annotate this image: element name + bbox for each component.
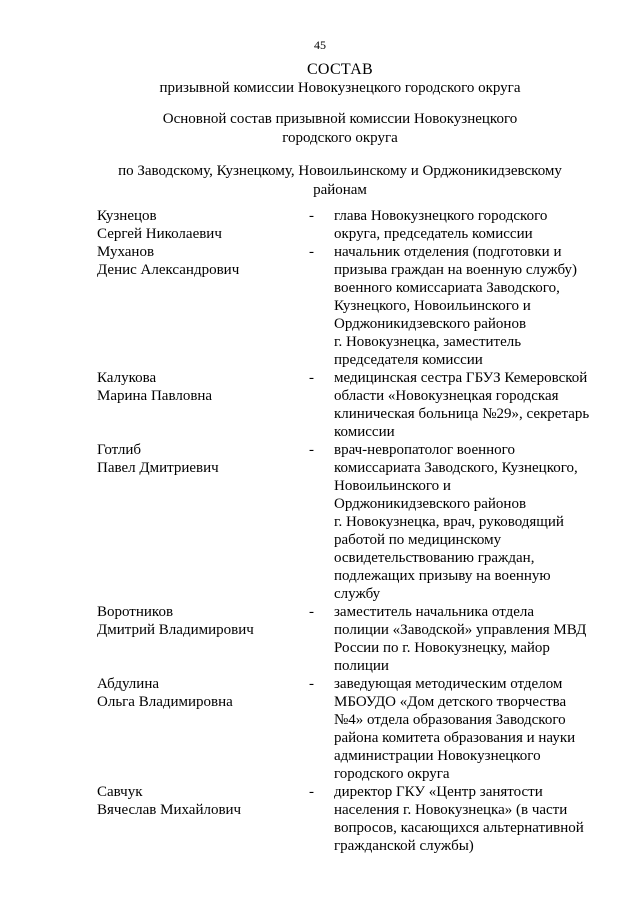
member-role-line: освидетельствованию граждан, [334,550,535,566]
districts-line: по Заводскому, Кузнецкому, Новоильинскому и Орджоникидзевскому [118,163,562,179]
member-role-line: подлежащих призыву на военную [334,568,551,584]
member-role-line: работой по медицинскому [334,532,502,548]
member-name-line: Савчук [97,784,143,800]
member-row [97,207,597,243]
member-role-line: Орджоникидзевского районов [334,316,527,332]
member-name [97,207,309,243]
member-name [97,675,309,783]
member-name [97,243,309,369]
member-name-line: Кузнецов [97,208,157,224]
member-row [97,243,597,369]
member-role [334,207,594,243]
member-dash: - [309,370,314,386]
member-role [334,243,594,369]
member-role-line: России по г. Новокузнецку, майор [334,640,550,656]
member-role-line: городского округа [334,766,450,782]
member-role-line: округа, председатель комиссии [334,226,533,242]
member-name-line: Вячеслав Михайлович [97,802,242,818]
member-name-line: Готлиб [97,442,141,458]
member-role-line: г. Новокузнецка, врач, руководящий [334,514,564,530]
member-role-line: МБОУДО «Дом детского творчества [334,694,567,710]
document-title: СОСТАВ [306,61,374,78]
member-role-line: области «Новокузнецкая городская [334,388,559,404]
districts-line: районам [313,182,367,198]
member-role-line: полиции «Заводской» управления МВД [334,622,587,638]
member-dash: - [309,676,314,692]
member-role-line: призыва граждан на военную службу) [334,262,578,278]
member-name [97,783,309,855]
member-role-line: вопросов, касающихся альтернативной [334,820,584,836]
member-dash: - [309,442,314,458]
member-name [97,441,309,603]
member-row [97,369,597,441]
member-dash: - [309,604,314,620]
member-role-line: Орджоникидзевского районов [334,496,527,512]
member-role-line: врач-невропатолог военного [334,442,515,458]
member-role-line: клиническая больница №29», секретарь [334,406,590,422]
member-role-line: службу [334,586,381,602]
member-role-line: администрации Новокузнецкого [334,748,541,764]
member-role-line: гражданской службы) [334,838,474,854]
member-name-line: Ольга Владимировна [97,694,233,710]
member-role-line: населения г. Новокузнецка» (в части [334,802,568,818]
member-role-line: района комитета образования и науки [334,730,576,746]
main-composition-line: Основной состав призывной комиссии Новокузнецкого [162,111,518,127]
member-role-line: начальник отделения (подготовки и [334,244,562,260]
member-row [97,603,597,675]
member-role-line: директор ГКУ «Центр занятости [334,784,543,800]
member-dash: - [309,208,314,224]
member-role-line: председателя комиссии [334,352,483,368]
member-role-line: полиции [334,658,389,674]
member-dash: - [309,784,314,800]
page-number: 45 [314,38,326,52]
member-role [334,675,594,783]
document-subtitle: призывной комиссии Новокузнецкого городского округа [159,80,521,96]
member-role-line: глава Новокузнецкого городского [334,208,548,224]
member-dash: - [309,244,314,260]
member-name-line: Дмитрий Владимирович [97,622,254,638]
member-role-line: Новоильинского и [334,478,451,494]
member-name-line: Воротников [97,604,174,620]
member-name-line: Сергей Николаевич [97,226,222,242]
member-role-line: Кузнецкого, Новоильинского и [334,298,531,314]
member-role-line: №4» отдела образования Заводского [334,712,566,728]
member-name-line: Павел Дмитриевич [97,460,219,476]
main-composition-line: городского округа [282,130,398,146]
districts-heading [100,162,580,200]
member-role-line: комиссариата Заводского, Кузнецкого, [334,460,578,476]
member-role [334,369,594,441]
member-row [97,675,597,783]
member-name-line: Калукова [97,370,157,386]
member-name-line: Марина Павловна [97,388,213,404]
member-role-line: комиссии [334,424,395,440]
members-list [97,207,597,855]
member-role [334,783,594,855]
member-role-line: заведующая методическим отделом [334,676,563,692]
member-name-line: Абдулина [97,676,159,692]
member-role-line: медицинская сестра ГБУЗ Кемеровской [334,370,588,386]
member-role-line: заместитель начальника отдела [334,604,534,620]
main-composition-heading [100,110,580,148]
member-name-line: Денис Александрович [97,262,240,278]
member-role [334,441,594,603]
member-row [97,783,597,855]
member-role-line: военного комиссариата Заводского, [334,280,560,296]
document-header [100,60,580,200]
member-role-line: г. Новокузнецка, заместитель [334,334,522,350]
member-name [97,603,309,675]
member-role [334,603,594,675]
member-name [97,369,309,441]
member-name-line: Муханов [97,244,155,260]
member-row [97,441,597,603]
